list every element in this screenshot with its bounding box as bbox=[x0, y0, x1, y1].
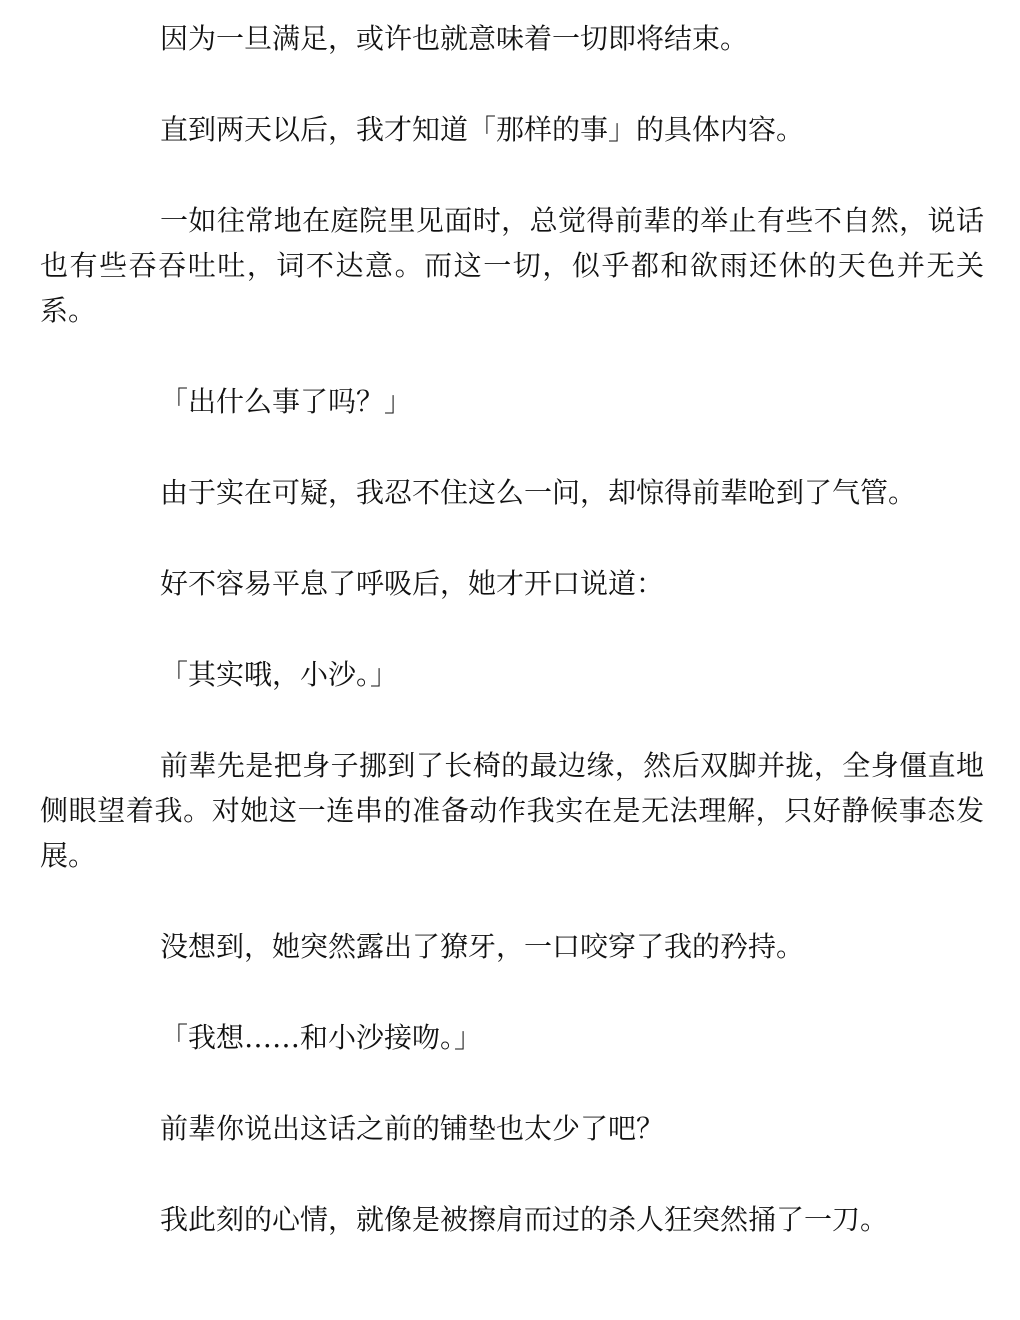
dialogue-line: 「其实哦，小沙。」 bbox=[160, 658, 399, 691]
paragraph: 直到两天以后，我才知道「那样的事」的具体内容。 bbox=[160, 113, 805, 146]
paragraph: 好不容易平息了呼吸后，她才开口说道： bbox=[160, 567, 665, 600]
paragraph: 一如往常地在庭院里见面时，总觉得前辈的举止有些不自然，说话也有些吞吞吐吐，词不达意。而这一切，似乎都和欲雨还休的天色并无关系。 bbox=[40, 204, 984, 327]
paragraph: 我此刻的心情，就像是被擦肩而过的杀人狂突然捅了一刀。 bbox=[160, 1203, 889, 1236]
paragraph: 前辈你说出这话之前的铺垫也太少了吧？ bbox=[160, 1112, 665, 1145]
dialogue-line: 「出什么事了吗？」 bbox=[160, 385, 413, 418]
document-page bbox=[40, 16, 984, 1288]
paragraph: 没想到，她突然露出了獠牙，一口咬穿了我的矜持。 bbox=[160, 930, 805, 963]
paragraph: 因为一旦满足，或许也就意味着一切即将结束。 bbox=[160, 22, 749, 55]
dialogue-line: 「我想……和小沙接吻。」 bbox=[160, 1021, 483, 1054]
paragraph: 由于实在可疑，我忍不住这么一问，却惊得前辈呛到了气管。 bbox=[160, 476, 917, 509]
paragraph: 前辈先是把身子挪到了长椅的最边缘，然后双脚并拢，全身僵直地侧眼望着我。对她这一连串的准备动作我实在是无法理解，只好静候事态发展。 bbox=[40, 749, 984, 872]
